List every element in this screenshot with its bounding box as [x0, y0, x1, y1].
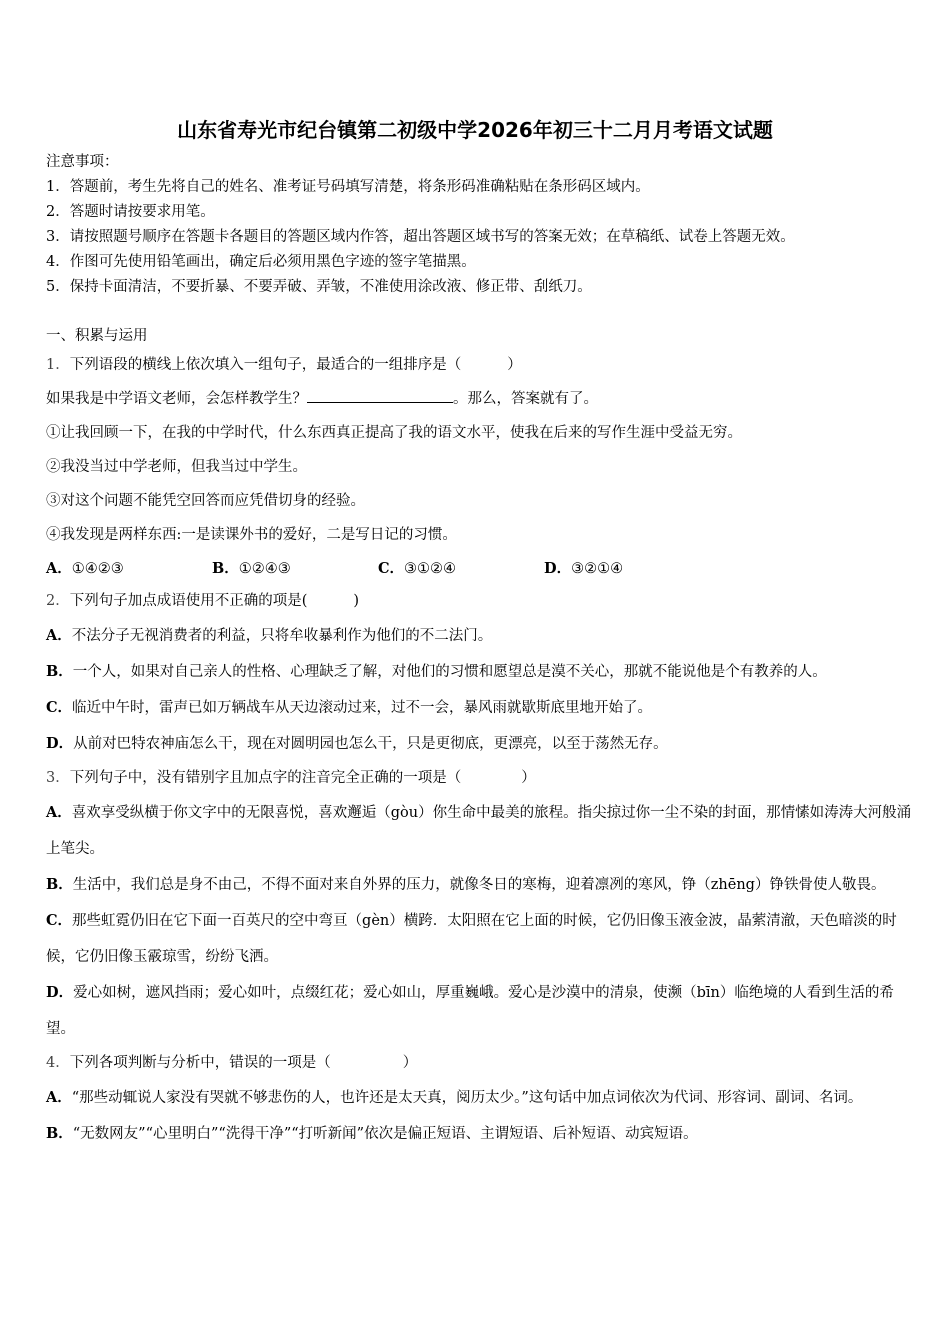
context-text: 。那么，答案就有了。	[453, 391, 598, 407]
question-4-stem	[46, 1047, 914, 1080]
context-text: 如果我是中学语文老师，会怎样教学生？	[46, 391, 307, 407]
sentence-2: ②我没当过中学老师，但我当过中学生。	[46, 459, 307, 475]
notice-item: 5．保持卡面清洁，不要折暴、不要弄破、弄皱，不准使用涂改液、修正带、刮纸刀。	[46, 279, 592, 295]
choice-a[interactable]	[46, 552, 212, 585]
option-label: A．	[46, 1089, 72, 1106]
notice-item: 1．答题前，考生先将自己的姓名、准考证号码填写清楚，将条形码准确粘贴在条形码区域内。	[46, 179, 650, 195]
choice-label: B．	[212, 560, 239, 577]
option-text: 一个人，如果对自己亲人的性格、心理缺乏了解，对他们的习惯和愿望总是漠不关心，那就不能说他是个有教养的人。	[72, 664, 827, 680]
notice-item: 3．请按照题号顺序在答题卡各题目的答题区域内作答，超出答题区域书写的答案无效；在草稿纸、试卷上答题无效。	[46, 229, 795, 245]
sentence-1: ①让我回顾一下，在我的中学时代，什么东西真正提高了我的语文水平，使我在后来的写作生涯中受益无穷。	[46, 425, 742, 441]
question-number: 3．	[46, 770, 70, 786]
question-number: 1．	[46, 357, 70, 373]
question-text: 下列句子中，没有错别字且加点字的注音完全正确的一项是（	[69, 770, 462, 786]
choice-text: ③①②④	[404, 561, 457, 577]
answer-blank	[307, 388, 453, 403]
choice-d[interactable]	[544, 552, 710, 585]
notice-heading: 注意事项：	[46, 154, 119, 170]
question-2-stem	[46, 585, 914, 618]
sentence-3: ③对这个问题不能凭空回答而应凭借切身的经验。	[46, 493, 365, 509]
option-label: C．	[46, 912, 73, 929]
question-1-context	[46, 382, 914, 416]
choice-text: ①④②③	[71, 561, 124, 577]
option-label: B．	[46, 663, 73, 680]
question-1-stem	[46, 349, 914, 382]
option-label: B．	[46, 1125, 73, 1142]
notice-item: 4．作图可先使用铅笔画出，确定后必须用黑色字迹的签字笔描黑。	[46, 254, 476, 270]
question-close-paren: ）	[507, 357, 522, 373]
option-label: D．	[46, 984, 74, 1001]
option-text: 临近中午时，雷声已如万辆战车从天边滚动过来，过不一会，暴风雨就歇斯底里地开始了。	[72, 700, 653, 716]
choice-text: ①②④③	[238, 561, 291, 577]
option-c[interactable]	[46, 690, 914, 726]
question-close-paren: ）	[402, 1055, 418, 1071]
question-number: 4．	[46, 1055, 70, 1071]
option-a[interactable]	[46, 795, 914, 867]
option-label: C．	[46, 699, 73, 716]
option-text: 不法分子无视消费者的利益，只将牟收暴利作为他们的不二法门。	[71, 628, 493, 644]
choice-b[interactable]	[212, 552, 378, 585]
choice-label: D．	[544, 560, 572, 577]
questions-body	[46, 324, 914, 1152]
option-label: A．	[46, 627, 72, 644]
choice-c[interactable]	[378, 552, 544, 585]
option-d[interactable]	[46, 726, 914, 762]
option-c[interactable]	[46, 903, 914, 975]
option-label: B．	[46, 876, 73, 893]
option-text: 生活中，我们总是身不由己，不得不面对来自外界的压力，就像冬日的寒梅，迎着凛冽的寒风，铮（zhēng）铮铁骨使人敬畏。	[72, 877, 886, 893]
option-text: 从前对巴特农神庙怎么干，现在对圆明园也怎么干，只是更彻底，更漂亮，以至于荡然无存。	[73, 736, 668, 752]
option-text: “无数网友”“心里明白”“洗得干净”“打听新闻”依次是偏正短语、主谓短语、后补短语、动宾短语。	[72, 1126, 698, 1142]
notice-item: 2．答题时请按要求用笔。	[46, 204, 215, 220]
question-text: 下列各项判断与分析中，错误的一项是（	[69, 1055, 331, 1071]
option-b[interactable]	[46, 654, 914, 690]
choice-label: C．	[378, 560, 405, 577]
choice-label: A．	[46, 560, 72, 577]
option-d[interactable]	[46, 975, 914, 1047]
option-a[interactable]	[46, 618, 914, 654]
choice-text: ③②①④	[571, 561, 624, 577]
notice-section	[46, 150, 916, 300]
option-text: 爱心如树，遮风挡雨；爱心如叶，点缀红花；爱心如山，厚重巍峨。爱心是沙漠中的清泉，使濒（bīn）临绝境的人看到生活的希望。	[46, 985, 894, 1037]
option-b[interactable]	[46, 867, 914, 903]
question-number: 2．	[46, 593, 70, 609]
question-3-stem	[46, 762, 914, 795]
option-text: “那些动辄说人家没有哭就不够悲伤的人，也许还是太天真，阅历太少。”这句话中加点词依次为代词、形容词、副词、名词。	[71, 1090, 863, 1106]
option-text: 喜欢享受纵横于你文字中的无限喜悦，喜欢邂逅（gòu）你生命中最美的旅程。指尖掠过你一尘不染的封面，那情愫如涛涛大河般涌上笔尖。	[46, 805, 912, 857]
option-b[interactable]	[46, 1116, 914, 1152]
question-1-choices	[46, 552, 914, 585]
question-close-paren: )	[353, 593, 360, 609]
option-a[interactable]	[46, 1080, 914, 1116]
question-text: 下列语段的横线上依次填入一组句子，最适合的一组排序是（	[69, 357, 462, 373]
question-close-paren: ）	[521, 770, 536, 786]
option-text: 那些虹霓仍旧在它下面一百英尺的空中弯亘（gèn）横跨．太阳照在它上面的时候，它仍旧像玉液金波，晶萦清澈，天色暗淡的时候，它仍旧像玉霰琼雪，纷纷飞洒。	[46, 913, 897, 965]
option-label: A．	[46, 804, 72, 821]
page-title: 山东省寿光市纪台镇第二初级中学2026年初三十二月月考语文试题	[177, 118, 773, 142]
sentence-4: ④我发现是两样东西:一是读课外书的爱好，二是写日记的习惯。	[46, 527, 457, 543]
option-label: D．	[46, 735, 74, 752]
section-heading: 一、积累与运用	[46, 328, 148, 344]
question-text: 下列句子加点成语使用不正确的项是(	[69, 593, 308, 609]
